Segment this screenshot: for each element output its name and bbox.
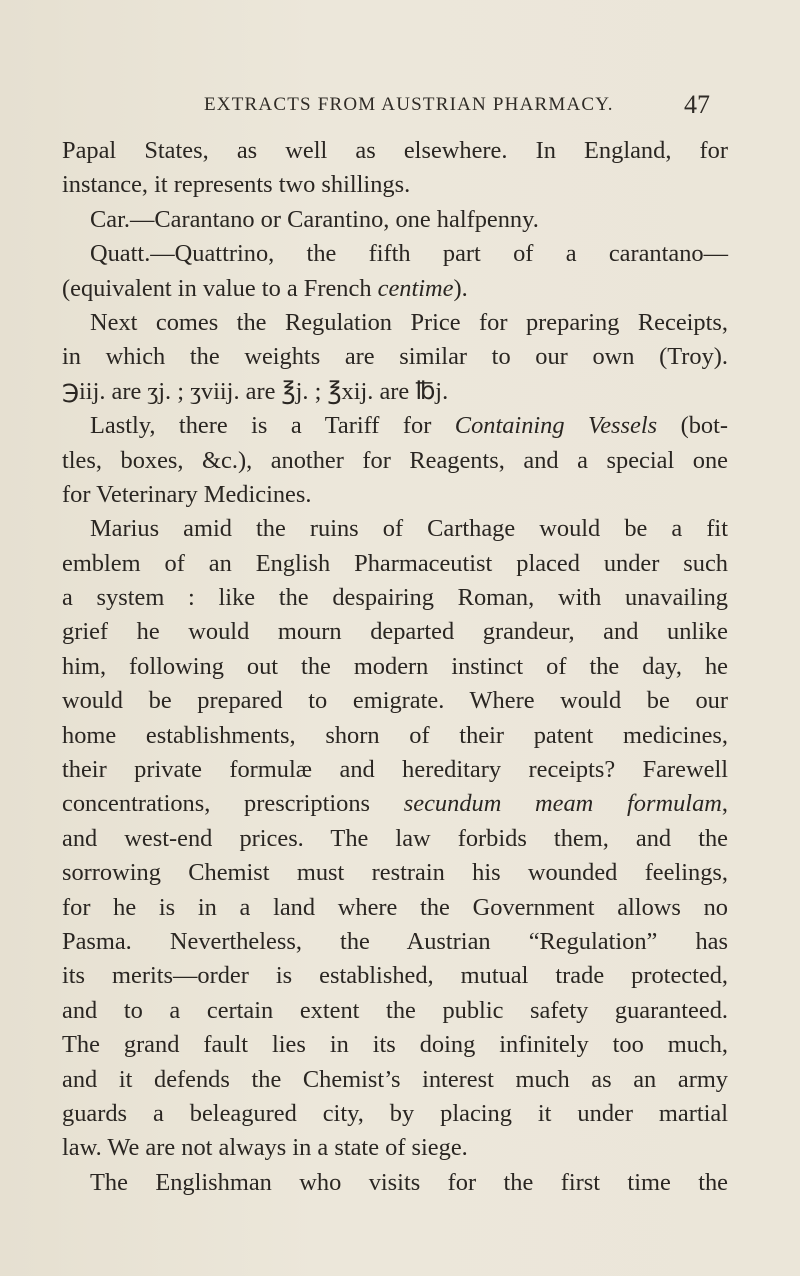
text-line bbox=[62, 547, 728, 581]
text-segment: instance, it represents two shillings. bbox=[62, 171, 411, 199]
text-segment: a system : like the despairing Roman, with unavailing bbox=[62, 584, 728, 612]
text-line bbox=[62, 1063, 728, 1097]
text-segment: would be prepared to emigrate. Where would be our bbox=[62, 687, 728, 715]
text-segment: concentrations, prescriptions bbox=[62, 790, 404, 818]
text-segment: in which the weights are similar to our own (Troy). bbox=[62, 343, 728, 371]
text-segment: guards a beleagured city, by placing it under martial bbox=[62, 1099, 728, 1127]
text-line bbox=[62, 168, 728, 202]
text-line bbox=[62, 203, 728, 237]
text-segment: emblem of an English Pharmaceutist placed under such bbox=[62, 549, 728, 577]
text-segment: (equivalent in value to a French bbox=[62, 274, 378, 302]
text-segment: , bbox=[721, 790, 728, 818]
text-segment: Marius amid the ruins of Carthage would be a fit bbox=[90, 515, 728, 543]
text-segment: for he is in a land where the Government allows no bbox=[62, 893, 728, 921]
text-line bbox=[62, 237, 728, 271]
text-line bbox=[62, 822, 728, 856]
text-segment: ). bbox=[453, 274, 468, 302]
text-line bbox=[62, 615, 728, 649]
text-line bbox=[62, 512, 728, 546]
text-segment: Lastly, there is a Tariff for bbox=[90, 412, 455, 440]
text-line bbox=[62, 856, 728, 890]
page-number: 47 bbox=[684, 90, 710, 119]
text-line bbox=[62, 272, 728, 306]
text-segment: grief he would mourn departed grandeur, and unlike bbox=[62, 618, 728, 646]
text-segment: Pasma. Nevertheless, the Austrian “Regulation” has bbox=[62, 927, 728, 955]
text-segment: their private formulæ and hereditary receipts? Farewell bbox=[62, 756, 728, 784]
running-head-title: EXTRACTS FROM AUSTRIAN PHARMACY. bbox=[204, 94, 614, 115]
text-line bbox=[62, 1166, 728, 1200]
italic-text: centime bbox=[377, 274, 454, 302]
text-line bbox=[62, 478, 728, 512]
text-line bbox=[62, 994, 728, 1028]
text-segment: (bot- bbox=[657, 412, 728, 440]
text-segment: tles, boxes, &c.), another for Reagents, and a special one bbox=[62, 446, 728, 474]
text-segment: ℈iij. are ʒj. ; ʒviij. are ℥j. ; ℥xij. are ℔j. bbox=[62, 377, 449, 405]
text-segment: Car.—Carantano or Carantino, one halfpenny. bbox=[90, 205, 539, 233]
text-segment: for Veterinary Medicines. bbox=[62, 480, 312, 508]
text-segment: him, following out the modern instinct of the day, he bbox=[62, 652, 728, 680]
text-line bbox=[62, 1097, 728, 1131]
text-line bbox=[62, 1028, 728, 1062]
text-segment: sorrowing Chemist must restrain his wounded feelings, bbox=[62, 859, 728, 887]
text-line bbox=[62, 340, 728, 374]
text-segment: The Englishman who visits for the first time the bbox=[90, 1168, 728, 1196]
body-text bbox=[62, 134, 728, 1200]
text-segment: home establishments, shorn of their patent medicines, bbox=[62, 721, 728, 749]
text-segment: and west-end prices. The law forbids them, and the bbox=[62, 824, 728, 852]
text-segment: its merits—order is established, mutual trade protected, bbox=[62, 962, 728, 990]
text-line bbox=[62, 719, 728, 753]
text-line bbox=[62, 925, 728, 959]
text-segment: and it defends the Chemist’s interest much as an army bbox=[62, 1065, 728, 1093]
running-head bbox=[0, 90, 800, 124]
text-segment: Next comes the Regulation Price for preparing Receipts, bbox=[90, 308, 728, 336]
text-line bbox=[62, 409, 728, 443]
text-line bbox=[62, 134, 728, 168]
text-line bbox=[62, 444, 728, 478]
italic-text: secundum meam formulam bbox=[403, 790, 722, 818]
text-line bbox=[62, 753, 728, 787]
text-line bbox=[62, 891, 728, 925]
text-line bbox=[62, 581, 728, 615]
text-line bbox=[62, 306, 728, 340]
text-segment: law. We are not always in a state of siege. bbox=[62, 1134, 468, 1162]
italic-text: Containing Vessels bbox=[454, 412, 658, 440]
text-line bbox=[62, 650, 728, 684]
text-line bbox=[62, 787, 728, 821]
text-segment: Papal States, as well as elsewhere. In England, for bbox=[62, 137, 728, 164]
text-line bbox=[62, 684, 728, 718]
text-line bbox=[62, 1131, 728, 1165]
text-segment: and to a certain extent the public safety guaranteed. bbox=[62, 996, 728, 1024]
text-segment: Quatt.—Quattrino, the fifth part of a carantano— bbox=[90, 240, 728, 268]
text-line bbox=[62, 375, 728, 409]
text-segment: The grand fault lies in its doing infinitely too much, bbox=[62, 1031, 728, 1059]
text-line bbox=[62, 959, 728, 993]
